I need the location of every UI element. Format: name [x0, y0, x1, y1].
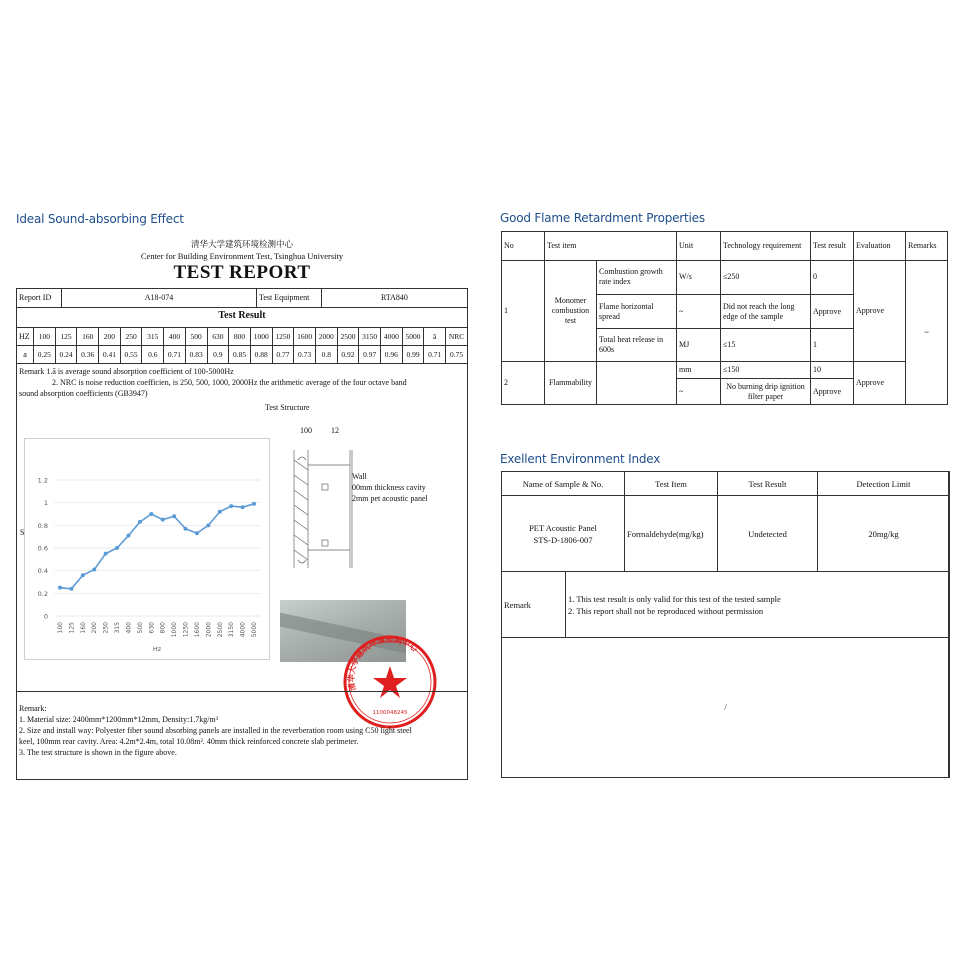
report-remark-1: Remark 1.ā is average sound absorption coefficient of 100-5000Hz [19, 367, 234, 376]
structure-diagram [286, 440, 366, 570]
data-point [149, 512, 153, 516]
coeff-cell: 0.36 [77, 346, 99, 364]
freq-cell: 160 [77, 328, 99, 346]
flame-requirement: No burning drip ignition filter paper [721, 379, 811, 405]
coeff-cell: 0.9 [207, 346, 229, 364]
y-tick-label: 0 [43, 612, 48, 621]
flame-evaluation-2: Approve [854, 361, 906, 404]
data-point [161, 518, 165, 522]
x-tick-label: 2500 [216, 622, 224, 638]
panel-label: 2mm pet acoustic panel [352, 494, 428, 503]
report-remark-3: sound absorption coefficients (GB3947) [19, 389, 148, 398]
data-point [104, 552, 108, 556]
env-remark-line: 1. This test result is only valid for this test of the tested sample [568, 593, 781, 604]
flame-header-remarks: Remarks [906, 232, 948, 261]
freq-cell: 200 [99, 328, 121, 346]
x-tick-label: 160 [79, 622, 87, 634]
report-id-value: A18-074 [62, 289, 257, 308]
freq-cell: 250 [120, 328, 142, 346]
flame-group-2: Flammability [545, 361, 597, 404]
flame-unit: MJ [677, 329, 721, 361]
data-point [58, 586, 62, 590]
flame-requirement: ≤250 [721, 261, 811, 295]
y-tick-label: 0.8 [37, 521, 48, 530]
x-tick-label: 400 [125, 622, 133, 634]
x-tick-label: 5000 [251, 622, 258, 638]
data-point [184, 527, 188, 531]
freq-cell: 5000 [402, 328, 424, 346]
data-point [241, 505, 245, 509]
flame-result: Approve [811, 379, 854, 405]
env-blank-area [502, 638, 950, 778]
coeff-cell: 0.73 [294, 346, 316, 364]
y-tick-label: 1 [43, 499, 48, 508]
freq-cell: ā [424, 328, 446, 346]
equipment-value: RTA840 [322, 289, 468, 308]
y-tick-label: 1.2 [37, 476, 48, 485]
series-line [60, 504, 254, 589]
x-tick-label: 315 [114, 622, 122, 634]
flame-result: 0 [811, 261, 854, 295]
freq-cell: 3150 [359, 328, 381, 346]
freq-cell: 800 [229, 328, 251, 346]
coeff-cell: 0.92 [337, 346, 359, 364]
flame-header-requirement: Technology requirement [721, 232, 811, 261]
coeff-cell: 0.88 [250, 346, 272, 364]
flame-header-no: No [502, 232, 545, 261]
data-point [92, 568, 96, 572]
freq-cell: 400 [164, 328, 186, 346]
svg-text:1100048245: 1100048245 [372, 710, 408, 716]
coeff-cell: 0.96 [381, 346, 403, 364]
env-header-item: Test Item [625, 472, 718, 496]
report-remark-2: 2. NRC is noise reduction coefficien, is 250, 500, 1000, 2000Hz the arithmetic average of the four octave band [52, 378, 407, 387]
flame-group-1: Monomer combustion test [545, 261, 597, 362]
env-test-item: Formaldehyde(mg/kg) [625, 496, 718, 572]
data-point [69, 587, 73, 591]
report-main-title: TEST REPORT [173, 262, 311, 283]
flame-item-empty [597, 361, 677, 404]
svg-text:清华大学建筑环境检测中心: 清华大学建筑环境检测中心 [346, 635, 420, 692]
coeff-cell: 0.24 [55, 346, 77, 364]
flame-heading: Good Flame Retardment Properties [500, 211, 705, 225]
x-tick-label: 100 [57, 622, 64, 634]
freq-cell: 1250 [272, 328, 294, 346]
flame-unit: ~ [677, 379, 721, 405]
dim-100: 100 [300, 426, 312, 435]
env-slash: / [724, 702, 727, 712]
data-point [195, 531, 199, 535]
flame-unit: mm [677, 361, 721, 378]
data-point [252, 502, 256, 506]
env-sample-no: STS-D-1806-007 [533, 534, 593, 545]
env-heading: Exellent Environment Index [500, 452, 661, 466]
freq-cell: 315 [142, 328, 164, 346]
bottom-remarks [19, 703, 412, 758]
env-header-sample: Name of Sample & No. [502, 472, 625, 496]
data-point [218, 510, 222, 514]
chart-ylabel: S [20, 528, 25, 537]
env-remark [566, 572, 950, 638]
y-tick-label: 0.6 [37, 544, 48, 553]
x-tick-label: 125 [68, 622, 76, 634]
equipment-label: Test Equipment [257, 289, 322, 308]
bottom-remark-line: Remark: [19, 704, 47, 713]
freq-cell: 500 [185, 328, 207, 346]
flame-item: Flame horizontal spread [597, 294, 677, 329]
flame-no-1: 1 [502, 261, 545, 362]
data-point [206, 523, 210, 527]
coeff-cell: 0.97 [359, 346, 381, 364]
hz-label: HZ [17, 328, 34, 346]
x-tick-label: 4000 [239, 622, 247, 638]
data-point [229, 504, 233, 508]
freq-cell: 4000 [381, 328, 403, 346]
x-tick-label: 800 [159, 622, 167, 634]
x-tick-label: 500 [136, 622, 144, 634]
flame-requirement: ≤15 [721, 329, 811, 361]
flame-remarks: ~ [906, 261, 948, 405]
freq-cell: 630 [207, 328, 229, 346]
env-limit: 20mg/kg [818, 496, 950, 572]
bottom-remark-line: 1. Material size: 2400mm*1200mm*12mm, Density:1.7kg/m³ [19, 715, 219, 724]
coeff-cell: 0.83 [185, 346, 207, 364]
coeff-cell: 0.75 [446, 346, 468, 364]
freq-cell: 1000 [250, 328, 272, 346]
coeff-cell: 0.85 [229, 346, 251, 364]
coeff-cell: 0.25 [34, 346, 56, 364]
flame-requirement: Did not reach the long edge of the sample [721, 294, 811, 329]
flame-unit: ~ [677, 294, 721, 329]
report-en-title: Center for Building Environment Test, Tsinghua University [140, 251, 344, 261]
coeff-cell: 0.8 [315, 346, 337, 364]
flame-table [501, 231, 948, 405]
coeff-cell: 0.71 [164, 346, 186, 364]
bottom-remark-line: keel, 100mm rear cavity. Area: 4.2m*2.4m, total 10.08m². 40mm thick reinforced concrete slab perimeter. [19, 737, 359, 746]
env-header-result: Test Result [718, 472, 818, 496]
report-id-table [16, 288, 468, 308]
x-tick-label: 250 [102, 622, 110, 634]
coeff-cell: 0.71 [424, 346, 446, 364]
freq-cell: 125 [55, 328, 77, 346]
wall-label: Wall [352, 472, 367, 481]
env-table [501, 471, 950, 778]
flame-unit: W/s [677, 261, 721, 295]
freq-cell: 2000 [315, 328, 337, 346]
coeff-cell: 0.99 [402, 346, 424, 364]
env-sample-name: PET Acoustic Panel [529, 522, 597, 533]
flame-header-evaluation: Evaluation [854, 232, 906, 261]
flame-header-item: Test item [545, 232, 677, 261]
flame-item: Total heat release in 600s [597, 329, 677, 361]
frequency-table [16, 327, 468, 364]
env-remark-label: Remark [502, 572, 566, 638]
sound-absorption-chart [24, 438, 270, 660]
x-tick-label: 200 [91, 622, 99, 634]
y-tick-label: 0.2 [37, 589, 48, 598]
flame-header-result: Test result [811, 232, 854, 261]
flame-result: 1 [811, 329, 854, 361]
flame-header-unit: Unit [677, 232, 721, 261]
x-tick-label: 2000 [205, 622, 213, 638]
freq-cell: 100 [34, 328, 56, 346]
flame-no-2: 2 [502, 361, 545, 404]
env-header-limit: Detection Limit [818, 472, 950, 496]
x-tick-label: 630 [148, 622, 156, 634]
env-sample [502, 496, 625, 572]
report-id-label: Report ID [17, 289, 62, 308]
bottom-remark-line: 3. The test structure is shown in the figure above. [19, 748, 177, 757]
sound-heading: Ideal Sound-absorbing Effect [16, 212, 184, 226]
y-tick-label: 0.4 [37, 567, 48, 576]
x-tick-label: 1000 [171, 622, 179, 638]
x-tick-label: 1600 [193, 622, 201, 638]
x-axis-label: Hz [152, 645, 162, 653]
data-point [115, 546, 119, 550]
data-point [172, 514, 176, 518]
data-point [81, 573, 85, 577]
bottom-remark-line: 2. Size and install way: Polyester fiber sound absorbing panels are installed in the reverberation room using C50 light steel [19, 726, 412, 735]
flame-requirement: ≤150 [721, 361, 811, 378]
a-label: a [17, 346, 34, 364]
dim-12: 12 [331, 426, 339, 435]
data-point [138, 520, 142, 524]
x-tick-label: 3150 [228, 622, 236, 638]
data-point [126, 534, 130, 538]
cavity-label: 00mm thickness cavity [352, 483, 426, 492]
coeff-cell: 0.41 [99, 346, 121, 364]
freq-cell: 1600 [294, 328, 316, 346]
coeff-cell: 0.77 [272, 346, 294, 364]
flame-item: Combustion growth rate index [597, 261, 677, 295]
freq-cell: NRC [446, 328, 468, 346]
flame-result: 10 [811, 361, 854, 378]
coeff-cell: 0.6 [142, 346, 164, 364]
x-tick-label: 1250 [182, 622, 190, 638]
report-cn-title: 清华大学建筑环境检测中心 [190, 240, 293, 250]
env-remark-line: 2. This report shall not be reproduced without permission [568, 605, 764, 616]
env-test-result: Undetected [718, 496, 818, 572]
test-structure-title: Test Structure [265, 403, 310, 412]
flame-evaluation-1: Approve [854, 261, 906, 362]
remarks-divider [16, 691, 468, 692]
test-result-title: Test Result [218, 310, 266, 321]
flame-result: Approve [811, 294, 854, 329]
freq-cell: 2500 [337, 328, 359, 346]
coeff-cell: 0.55 [120, 346, 142, 364]
